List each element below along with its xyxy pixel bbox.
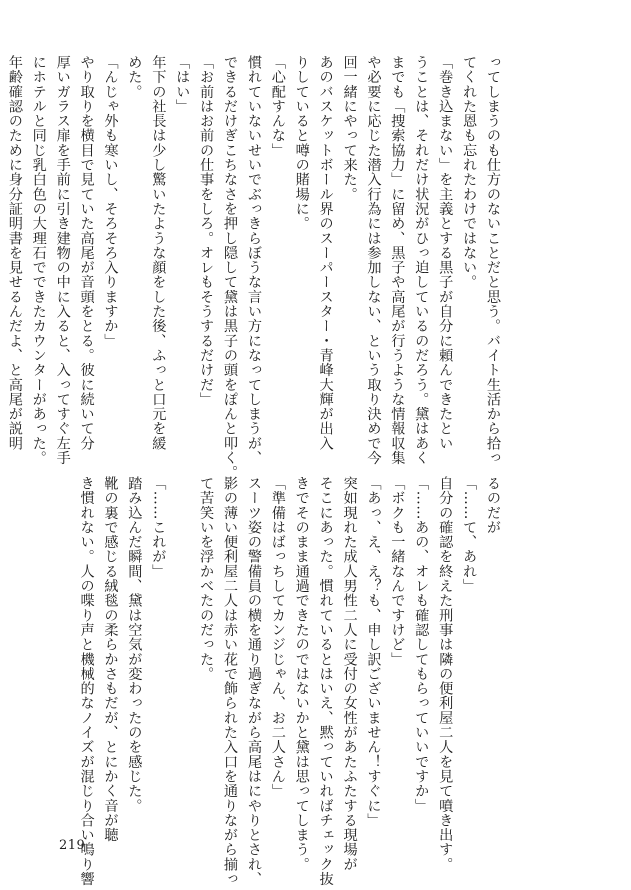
text-line: 「巻き込まない」を主義とする黒子が自分に頼んできたとい: [437, 55, 454, 451]
text-line: て苦笑いを浮かべたのだった。: [198, 476, 215, 682]
page-number: 219: [59, 838, 86, 853]
text-line: できるだけぎこちなさを押し隠して黛は黒子の頭をぽんと叩く。: [222, 55, 239, 480]
text-line: 慣れていないせいでぶっきらぼうな言い方になってしまうが、: [245, 55, 262, 466]
text-line: 「はい」: [174, 55, 191, 114]
text-line: 突如現れた成人男性二人に受付の女性があたふたする現場が: [341, 476, 358, 872]
text-line: 回一緒にやって来た。: [341, 55, 358, 202]
text-line: 「心配すんな」: [269, 55, 286, 158]
text-line: そこにあった。慣れているとはいえ、黙っていればチェック抜: [317, 476, 334, 887]
text-line: 「お前はお前の仕事をしろ。オレもそうするだけだ」: [198, 55, 215, 407]
text-line: てくれた恩も忘れたわけではない。: [461, 55, 478, 290]
text-line: き慣れない。人の喋り声と機械的なノイズが混じり合い鳴り響: [78, 476, 95, 887]
text-line: 「んじゃ外も寒いし、そろそろ入りますか」: [102, 55, 119, 348]
text-line: りしていると噂の賭場に。: [293, 55, 310, 231]
text-line: るのだが: [485, 476, 501, 535]
upper-text-block: [6, 55, 504, 480]
text-line: 「準備はばっちしてカンジじゃん、お二人さん」: [269, 476, 286, 799]
text-line: 年齢確認のために身分証明書を見せるんだよ、と高尾が説明: [6, 55, 23, 451]
text-line: きでそのまま通過できたのではないかと黛は思ってしまう。: [293, 476, 310, 872]
text-line: ってしまうのも仕方のないことだと思う。バイト生活から拾っ: [485, 55, 501, 466]
text-line: 影の薄い便利屋二人は赤い花で飾られた入口を通りながら揃っ: [222, 476, 239, 887]
text-line: 「ボクも一緒なんですけど」: [389, 476, 406, 667]
text-line: 年下の社長は少し驚いたような顔をした後、ふっと口元を緩: [150, 55, 167, 451]
text-line: [169, 476, 193, 811]
text-line: や必要に応じた潜入行為には参加しない、という取り決めで今: [365, 55, 382, 466]
text-line: 「……あの、オレも確認してもらっていいですか」: [413, 476, 430, 813]
text-line: 「あっ、え、え？も、申し訳ございません！すぐに」: [365, 476, 382, 828]
text-line: 踏み込んだ瞬間、黛は空気が変わったのを感じた。: [126, 476, 143, 813]
text-line: 「……これが」: [150, 476, 167, 579]
text-line: 「……て、あれ」: [461, 476, 478, 594]
text-line: 厚いガラス扉を手前に引き建物の中に入ると、入ってすぐ左手: [54, 55, 71, 466]
text-line: 靴の裏で感じる絨毯の柔らかさもだが、とにかく音が聴: [102, 476, 119, 843]
text-line: うことは、それだけ状況がひっ迫しているのだろう。黛はあく: [413, 55, 430, 466]
lower-text-block: [78, 476, 504, 887]
text-line: スーツ姿の警備員の横を通り過ぎながら高尾はにやりとされ、: [245, 476, 262, 887]
text-line: までも「捜索協力」に留め、黒子や高尾が行うような情報収集: [389, 55, 406, 466]
text-line: やり取りを横目で見ていた高尾が音頭をとる。彼に続いて分: [78, 55, 95, 451]
text-line: あのバスケットボール界のスーパースター・青峰大輝が出入: [317, 55, 334, 451]
text-line: めた。: [126, 55, 143, 99]
text-line: 自分の確認を終えた刑事は隣の便利屋二人を見て噴き出す。: [437, 476, 454, 872]
text-line: にホテルと同じ乳白色の大理石でできたカウンターがあった。: [30, 55, 47, 466]
